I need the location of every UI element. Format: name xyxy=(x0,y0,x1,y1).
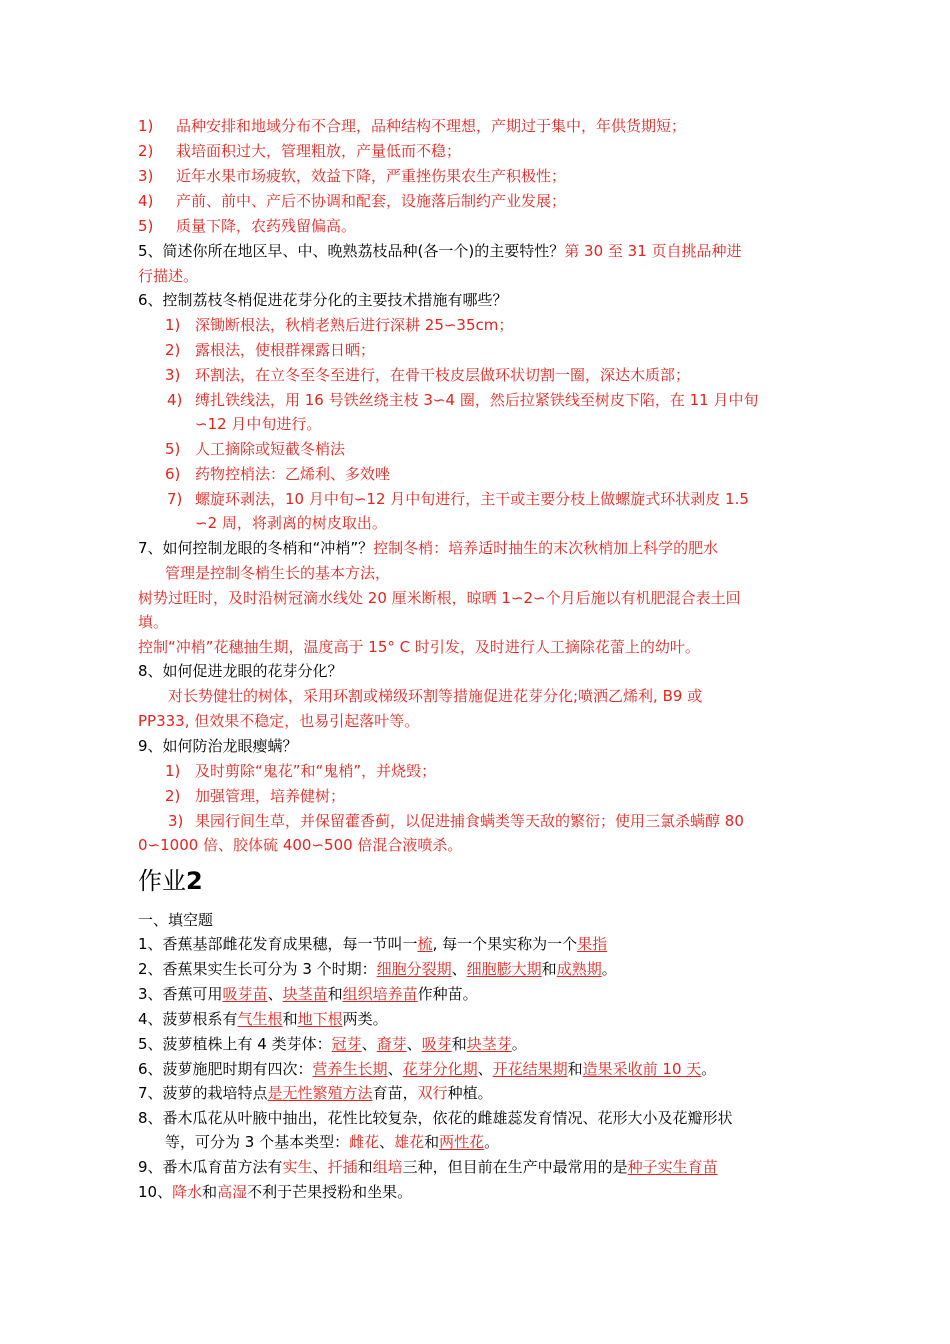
answer-5-cont: 行描述。 xyxy=(138,267,199,285)
fill-item-8: 8、番木瓜花从叶腋中抽出，花性比较复杂，依花的雌雄蕊发育情况、花形大小及花瓣形状 xyxy=(138,1109,733,1127)
problem-item-5: 5) 质量下降，农药残留偏高。 xyxy=(138,217,357,235)
fill-item-1: 1、香蕉基部雌花发育成果穗，每一节叫一梳, 每一个果实称为一个果指 xyxy=(138,935,608,953)
q9-item-2: 2) 加强管理，培养健树； xyxy=(165,787,346,805)
q9-item-3: 3) 果园行间生草，并保留藿香蓟，以促进捕食螨类等天敌的繁衍；使用三氯杀螨醇 80 xyxy=(168,812,744,830)
q7-answer-line-4: 填。 xyxy=(138,613,169,631)
q6-item-5: 5) 人工摘除或短截冬梢法 xyxy=(165,440,346,458)
question-5: 5、简述你所在地区早、中、晚熟荔枝品种(各一个)的主要特性？第 30 至 31 页自挑品种进 xyxy=(138,242,742,260)
q7-answer-line-3: 树势过旺时，及时沿树冠滴水线处 20 厘米断根，晾晒 1∽2∽个月后施以有机肥混合表土回 xyxy=(138,589,741,607)
fill-item-6: 6、菠萝施肥时期有四次：营养生长期、花芽分化期、开花结果期和造果采收前 10 天。 xyxy=(138,1060,717,1078)
q8-answer-line-2: PP333, 但效果不稳定，也易引起落叶等。 xyxy=(138,712,420,730)
q6-item-3: 3) 环割法，在立冬至冬至进行，在骨干枝皮层做环状切割一圈，深达木质部； xyxy=(165,366,691,384)
question-8: 8、如何促进龙眼的花芽分化？ xyxy=(138,662,343,680)
problem-item-3: 3) 近年水果市场疲软，效益下降，严重挫伤果农生产积极性； xyxy=(138,167,567,185)
fill-item-2: 2、香蕉果实生长可分为 3 个时期：细胞分裂期、细胞膨大期和成熟期。 xyxy=(138,960,617,978)
q8-answer-line-1: 对长势健壮的树体，采用环割或梯级环割等措施促进花芽分化;喷洒乙烯利, B9 或 xyxy=(168,687,703,705)
question-7: 7、如何控制龙眼的冬梢和“冲梢”？控制冬梢：培养适时抽生的末次秋梢加上科学的肥水 xyxy=(138,539,719,557)
question-6: 6、控制荔枝冬梢促进花芽分化的主要技术措施有哪些？ xyxy=(138,291,508,309)
fill-item-9: 9、番木瓜育苗方法有实生、扦插和组培三种，但目前在生产中最常用的是种子实生育苗 xyxy=(138,1158,718,1176)
problem-item-4: 4) 产前、前中、产后不协调和配套，设施落后制约产业发展； xyxy=(138,192,567,210)
fill-item-7: 7、菠萝的栽培特点是无性繁殖方法育苗，双行种植。 xyxy=(138,1084,493,1102)
q6-item-7: 7) 螺旋环剥法，10 月中旬∽12 月中旬进行，主干或主要分枝上做螺旋式环状剥皮 1.5 xyxy=(167,490,749,508)
q6-item-7-cont: ∽2 周，将剥离的树皮取出。 xyxy=(195,514,387,532)
q6-item-2: 2) 露根法，使根群裸露日晒； xyxy=(165,341,376,359)
q9-item-3-cont: 0∽1000 倍、胶体硫 400∽500 倍混合液喷杀。 xyxy=(138,836,463,854)
fill-in-section-title: 一、填空题 xyxy=(138,911,214,929)
fill-item-3: 3、香蕉可用吸芽苗、块茎苗和组织培养苗作种苗。 xyxy=(138,985,478,1003)
q7-answer-line-2: 管理是控制冬梢生长的基本方法， xyxy=(165,564,391,582)
question-9: 9、如何防治龙眼瘿螨？ xyxy=(138,737,298,755)
fill-item-8-cont: 等，可分为 3 个基本类型：雌花、雄花和两性花。 xyxy=(165,1133,500,1151)
q7-answer-line-5: 控制“冲梢”花穗抽生期，温度高于 15° C 时引发，及时进行人工摘除花蕾上的幼叶。 xyxy=(138,638,700,656)
homework-2-heading: 作业2 xyxy=(138,867,203,895)
q6-item-6: 6) 药物控梢法：乙烯利、多效唑 xyxy=(165,465,391,483)
problem-item-1: 1) 品种安排和地域分布不合理，品种结构不理想，产期过于集中，年供货期短； xyxy=(138,117,687,135)
q6-item-4: 4) 缚扎铁线法，用 16 号铁丝绕主枝 3∽4 圈，然后拉紧铁线至树皮下陷，在 11 月中旬 xyxy=(167,391,759,409)
q6-item-4-cont: ∽12 月中旬进行。 xyxy=(195,415,322,433)
fill-item-10: 10、降水和高湿不利于芒果授粉和坐果。 xyxy=(138,1183,413,1201)
problem-item-2: 2) 栽培面积过大，管理粗放，产量低而不稳； xyxy=(138,142,462,160)
fill-item-4: 4、菠萝根系有气生根和地下根两类。 xyxy=(138,1010,388,1028)
q6-item-1: 1) 深锄断根法，秋梢老熟后进行深耕 25∽35cm； xyxy=(165,316,514,334)
q9-item-1: 1) 及时剪除“鬼花”和“鬼梢”，并烧毁； xyxy=(165,762,437,780)
fill-item-5: 5、菠萝植株上有 4 类芽体：冠芽、裔芽、吸芽和块茎芽。 xyxy=(138,1035,527,1053)
